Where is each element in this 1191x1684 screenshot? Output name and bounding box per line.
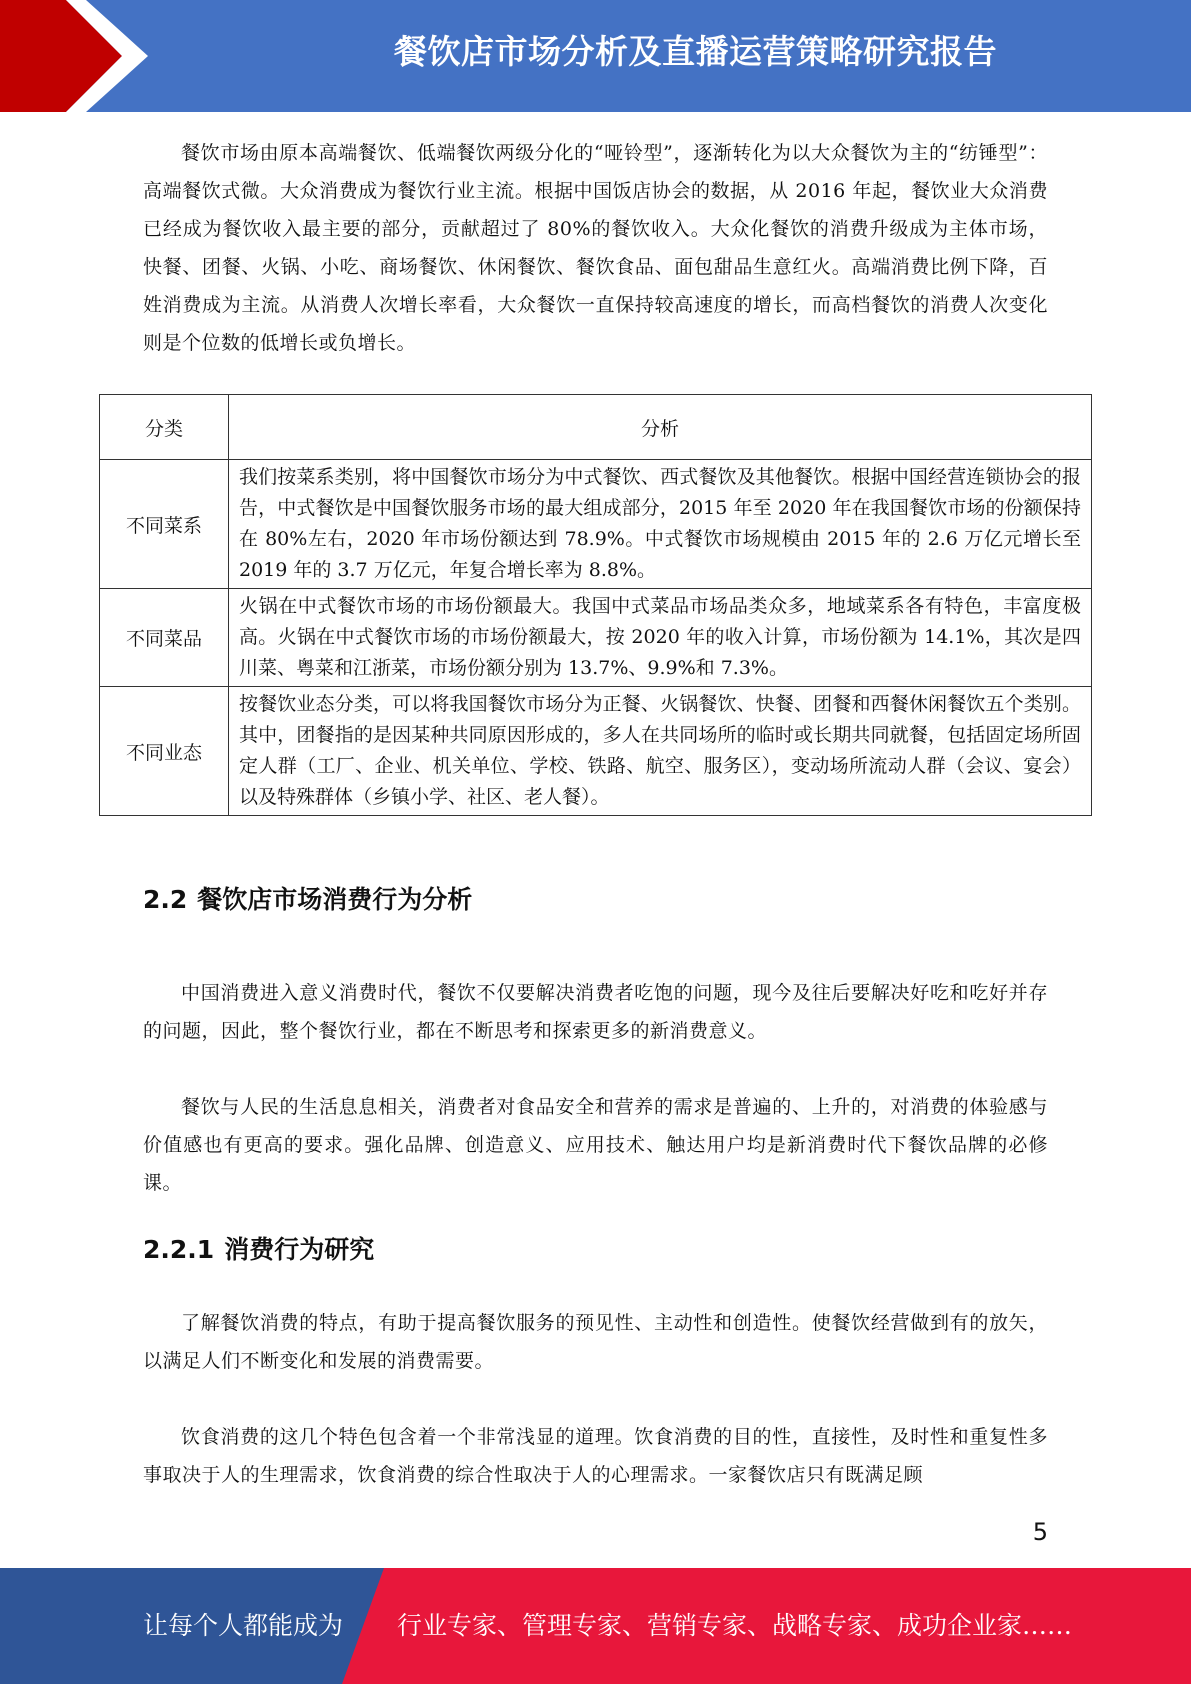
table-header-analysis: 分析 bbox=[229, 395, 1092, 460]
section-heading-2-2-1 bbox=[143, 1233, 374, 1267]
section-title: 餐饮店市场消费行为分析 bbox=[197, 885, 473, 914]
table-header-category: 分类 bbox=[100, 395, 229, 460]
table-row bbox=[100, 687, 1092, 816]
table-row bbox=[100, 589, 1092, 687]
page-number: 5 bbox=[1032, 1518, 1048, 1546]
market-segment-table bbox=[99, 394, 1092, 816]
table-cell-analysis: 按餐饮业态分类，可以将我国餐饮市场分为正餐、火锅餐饮、快餐、团餐和西餐休闲餐饮五个类别。其中，团餐指的是因某种共同原因形成的，多人在共同场所的临时或长期共同就餐，包括固定场所固定人群（工厂、企业、机关单位、学校、铁路、航空、服务区），变动场所流动人群（会议、宴会）以及特殊群体（乡镇小学、社区、老人餐）。 bbox=[229, 687, 1092, 816]
table-row bbox=[100, 460, 1092, 589]
body-paragraph: 中国消费进入意义消费时代，餐饮不仅要解决消费者吃饱的问题，现今及往后要解决好吃和吃好并存的问题，因此，整个餐饮行业，都在不断思考和探索更多的新消费意义。 bbox=[143, 982, 1048, 1042]
footer-slogan-left: 让每个人都能成为 bbox=[143, 1611, 344, 1640]
footer-slogan-right: 行业专家、管理专家、营销专家、战略专家、成功企业家…… bbox=[397, 1611, 1073, 1640]
intro-paragraph: 餐饮市场由原本高端餐饮、低端餐饮两级分化的“哑铃型”，逐渐转化为以大众餐饮为主的“纺锤型”：高端餐饮式微。大众消费成为餐饮行业主流。根据中国饭店协会的数据，从 2016 年起，餐饮业大众消费已经成为餐饮收入最主要的部分，贡献超过了 80%的餐饮收入。大众化餐饮的消费升级成为主体市场，快餐、团餐、火锅、小吃、商场餐饮、休闲餐饮、餐饮食品、面包甜品生意红火。高端消费比例下降，百姓消费成为主流。从消费人次增长率看，大众餐饮一直保持较高速度的增长，而高档餐饮的消费人次变化则是个位数的低增长或负增长。 bbox=[143, 142, 1048, 354]
table-cell-analysis: 我们按菜系类别，将中国餐饮市场分为中式餐饮、西式餐饮及其他餐饮。根据中国经营连锁协会的报告，中式餐饮是中国餐饮服务市场的最大组成部分，2015 年至 2020 年在我国餐饮市场的份额保持在 80%左右，2020 年市场份额达到 78.9%。中式餐饮市场规模由 2015 年的 2.6 万亿元增长至 2019 年的 3.7 万亿元，年复合增长率为 8.8%。 bbox=[229, 460, 1092, 589]
section-number: 2.2 bbox=[143, 885, 188, 914]
section-heading-2-2 bbox=[143, 883, 472, 917]
body-paragraph: 了解餐饮消费的特点，有助于提高餐饮服务的预见性、主动性和创造性。使餐饮经营做到有的放矢，以满足人们不断变化和发展的消费需要。 bbox=[143, 1312, 1048, 1372]
body-paragraph: 餐饮与人民的生活息息相关，消费者对食品安全和营养的需求是普遍的、上升的，对消费的体验感与价值感也有更高的要求。强化品牌、创造意义、应用技术、触达用户均是新消费时代下餐饮品牌的必修课。 bbox=[143, 1096, 1048, 1194]
table-cell-category: 不同菜系 bbox=[100, 460, 229, 589]
body-paragraph: 饮食消费的这几个特色包含着一个非常浅显的道理。饮食消费的目的性，直接性，及时性和重复性多事取决于人的生理需求，饮食消费的综合性取决于人的心理需求。一家餐饮店只有既满足顾 bbox=[143, 1426, 1048, 1486]
table-cell-analysis: 火锅在中式餐饮市场的市场份额最大。我国中式菜品市场品类众多，地域菜系各有特色，丰富度极高。火锅在中式餐饮市场的市场份额最大，按 2020 年的收入计算，市场份额为 14.1%，其次是四川菜、粤菜和江浙菜，市场份额分别为 13.7%、9.9%和 7.3%。 bbox=[229, 589, 1092, 687]
page-footer bbox=[0, 1568, 1191, 1684]
table-cell-category: 不同菜品 bbox=[100, 589, 229, 687]
section-number: 2.2.1 bbox=[143, 1235, 215, 1264]
table-cell-category: 不同业态 bbox=[100, 687, 229, 816]
page-header bbox=[0, 0, 1191, 112]
section-title: 消费行为研究 bbox=[224, 1235, 375, 1264]
document-title: 餐饮店市场分析及直播运营策略研究报告 bbox=[394, 32, 997, 71]
header-chevron-icon bbox=[0, 0, 170, 112]
table-header-row bbox=[100, 395, 1092, 460]
